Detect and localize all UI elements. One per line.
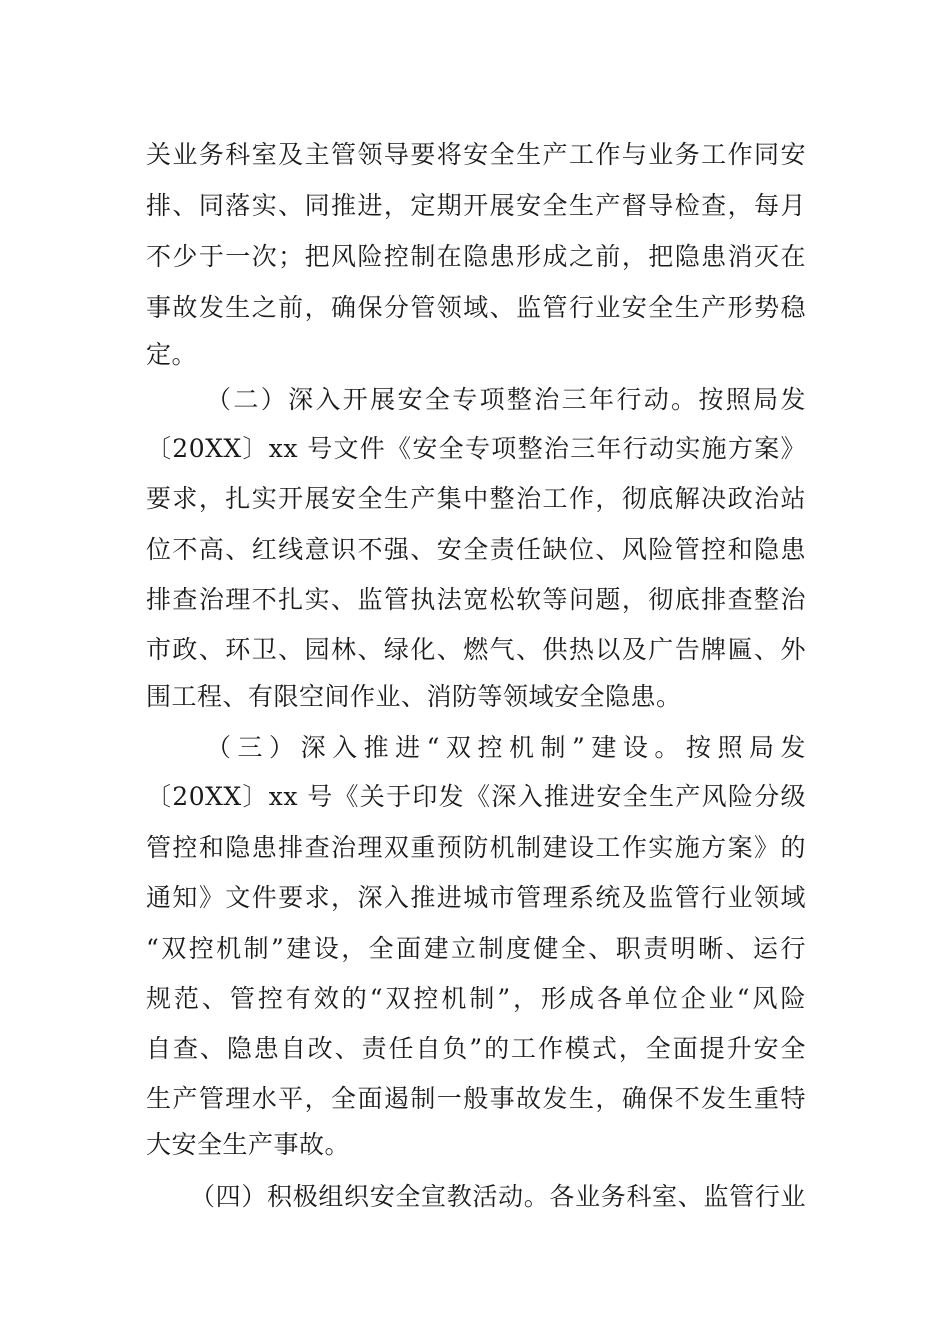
text-line: 自查、隐患自改、责任自负”的工作模式，全面提升安全 xyxy=(146,1034,806,1063)
text-line: 市政、环卫、园林、绿化、燃气、供热以及广告牌匾、外 xyxy=(146,635,806,664)
text-line: 排、同落实、同推进，定期开展安全生产督导检查，每月 xyxy=(146,191,806,220)
text-line: 不少于一次；把风险控制在隐患形成之前，把隐患消灭在 xyxy=(146,242,806,271)
text-line: 关业务科室及主管领导要将安全生产工作与业务工作同安 xyxy=(146,140,806,169)
paragraph-heading-3: （三）深入推进“双控机制”建设。按照局发 xyxy=(206,733,806,762)
text-line: “双控机制”建设，全面建立制度健全、职责明晰、运行 xyxy=(146,934,806,963)
text-line: 要求，扎实开展安全生产集中整治工作，彻底解决政治站 xyxy=(146,484,806,513)
text-line: 事故发生之前，确保分管领域、监管行业安全生产形势稳 xyxy=(146,293,806,322)
text-line: 生产管理水平，全面遏制一般事故发生，确保不发生重特 xyxy=(146,1084,806,1113)
text-line: 通知》文件要求，深入推进城市管理系统及监管行业领域 xyxy=(146,883,806,912)
text-line: 围工程、有限空间作业、消防等领域安全隐患。 xyxy=(146,682,682,711)
text-line: 规范、管控有效的“双控机制”，形成各单位企业“风险 xyxy=(146,984,806,1013)
text-line: 大安全生产事故。 xyxy=(146,1130,351,1159)
text-line: 定。 xyxy=(146,340,198,369)
text-line: 〔20XX〕xx 号文件《安全专项整治三年行动实施方案》 xyxy=(146,434,806,463)
paragraph-heading-2: （二）深入开展安全专项整治三年行动。按照局发 xyxy=(206,385,806,414)
paragraph-heading-4: （四）积极组织安全宣教活动。各业务科室、监管行业 xyxy=(190,1182,806,1211)
text-line: 位不高、红线意识不强、安全责任缺位、风险管控和隐患 xyxy=(146,535,806,564)
text-line: 管控和隐患排查治理双重预防机制建设工作实施方案》的 xyxy=(146,833,806,862)
text-line: 排查治理不扎实、监管执法宽松软等问题，彻底排查整治 xyxy=(146,585,806,614)
text-line: 〔20XX〕xx 号《关于印发《深入推进安全生产风险分级 xyxy=(146,782,806,811)
